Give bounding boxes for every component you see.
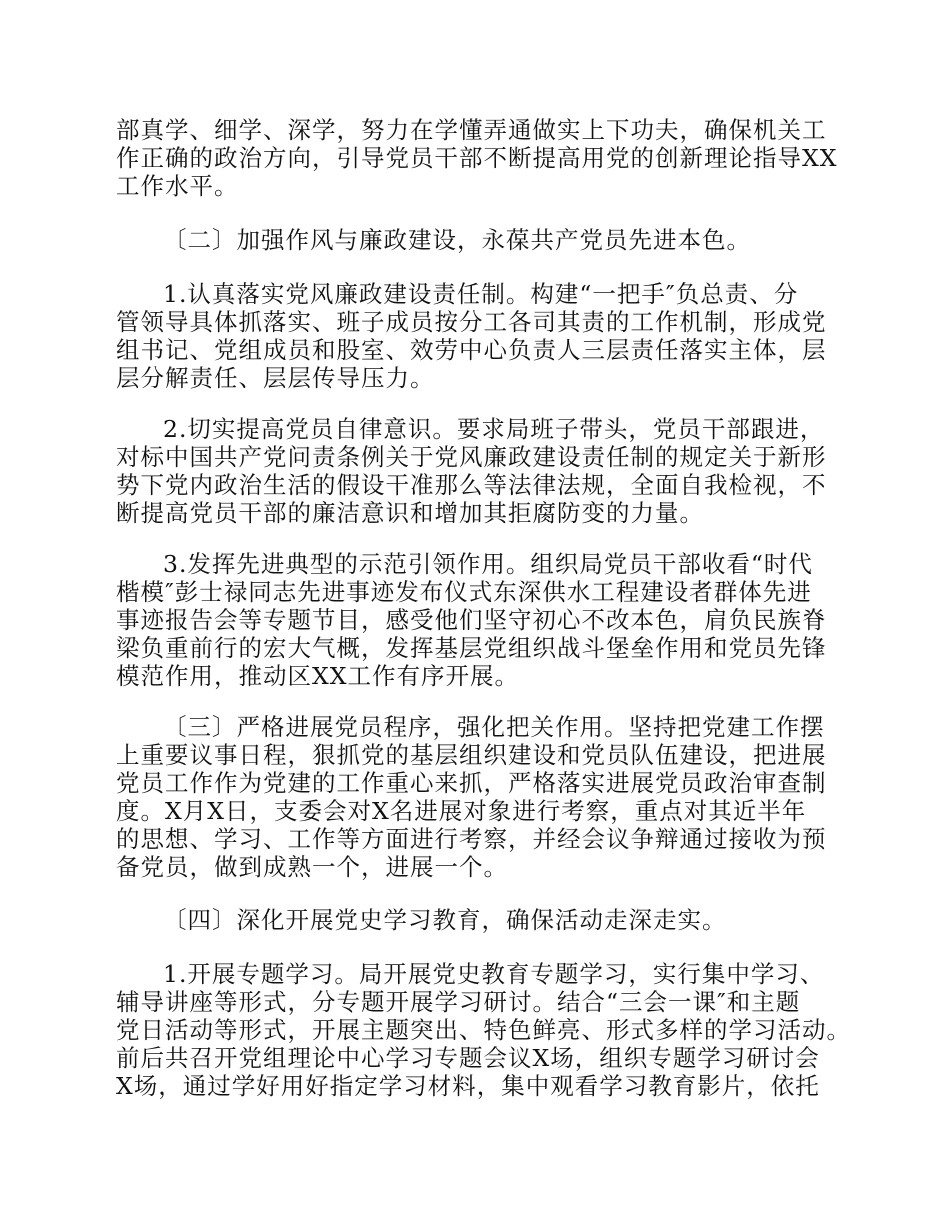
- text-line: 对标中国共产党问责条例关于党风廉政建设责任制的规定关于新形: [116, 443, 827, 471]
- text-line: 的思想、学习、工作等方面进行考察，并经会议争辩通过接收为预: [116, 825, 827, 853]
- paragraph-section-3: [116, 713, 838, 881]
- section-heading-4: [116, 906, 838, 934]
- text-line: 备党员，做到成熟一个，进展一个。: [116, 853, 508, 881]
- paragraph-2: [116, 415, 838, 527]
- text-line: 党日活动等形式，开展主题突出、特色鲜亮、形式多样的学习活动。: [116, 1016, 851, 1044]
- paragraph-1: [116, 280, 838, 392]
- text-line: 上重要议事日程，狠抓党的基层组织建设和党员队伍建设，把进展: [116, 741, 827, 769]
- heading-line: 〔四〕深化开展党史学习教育，确保活动走深走实。: [163, 906, 727, 934]
- text-line: 党员工作作为党建的工作重心来抓，严格落实进展党员政治审查制: [116, 769, 827, 797]
- text-line: 层分解责任、层层传导压力。: [116, 364, 435, 392]
- text-line: 管领导具体抓落实、班子成员按分工各司其责的工作机制，形成党: [116, 308, 827, 336]
- text-line: 1.认真落实党风廉政建设责任制。构建“一把手″负总责、分: [163, 280, 799, 308]
- text-line: X场，通过学好用好指定学习材料，集中观看学习教育影片，依托: [116, 1072, 820, 1100]
- text-line: 楷模″彭士禄同志先进事迹发布仪式东深供水工程建设者群体先进: [116, 578, 812, 606]
- paragraph-continuation: [116, 116, 838, 200]
- text-line: 模范作用，推动区XX工作有序开展。: [116, 662, 519, 690]
- text-line: 梁负重前行的宏大气概，发挥基层党组织战斗堡垒作用和党员先锋: [116, 634, 827, 662]
- text-line: 3.发挥先进典型的示范引领作用。组织局党员干部收看“时代: [163, 550, 813, 578]
- text-line: 势下党内政治生活的假设干准那么等法律法规，全面自我检视，不: [116, 471, 827, 499]
- text-line: 作正确的政治方向，引导党员干部不断提高用党的创新理论指导XX: [116, 144, 838, 172]
- paragraph-3: [116, 550, 838, 690]
- text-line: 部真学、细学、深学，努力在学懂弄通做实上下功夫，确保机关工: [116, 116, 827, 144]
- heading-line: 〔二〕加强作风与廉政建设，永葆共产党员先进本色。: [163, 226, 751, 254]
- text-line: 事迹报告会等专题节目，感受他们坚守初心不改本色，肩负民族脊: [116, 606, 827, 634]
- text-line: 度。X月X日，支委会对X名进展对象进行考察，重点对其近半年: [116, 797, 807, 825]
- text-line: 断提高党员干部的廉洁意识和增加其拒腐防变的力量。: [116, 499, 704, 527]
- text-line: 组书记、党组成员和股室、效劳中心负责人三层责任落实主体，层: [116, 336, 827, 364]
- text-line: 〔三〕严格进展党员程序，强化把关作用。坚持把党建工作摆: [163, 713, 825, 741]
- paragraph-5: [116, 960, 851, 1100]
- text-line: 辅导讲座等形式，分专题开展学习研讨。结合“三会一课″和主题: [116, 988, 801, 1016]
- text-line: 前后共召开党组理论中心学习专题会议X场，组织专题学习研讨会: [116, 1044, 820, 1072]
- text-line: 工作水平。: [116, 172, 239, 200]
- text-line: 1.开展专题学习。局开展党史教育专题学习，实行集中学习、: [163, 960, 825, 988]
- section-heading-2: [116, 226, 838, 254]
- text-line: 2.切实提高党员自律意识。要求局班子带头，党员干部跟进，: [163, 415, 825, 443]
